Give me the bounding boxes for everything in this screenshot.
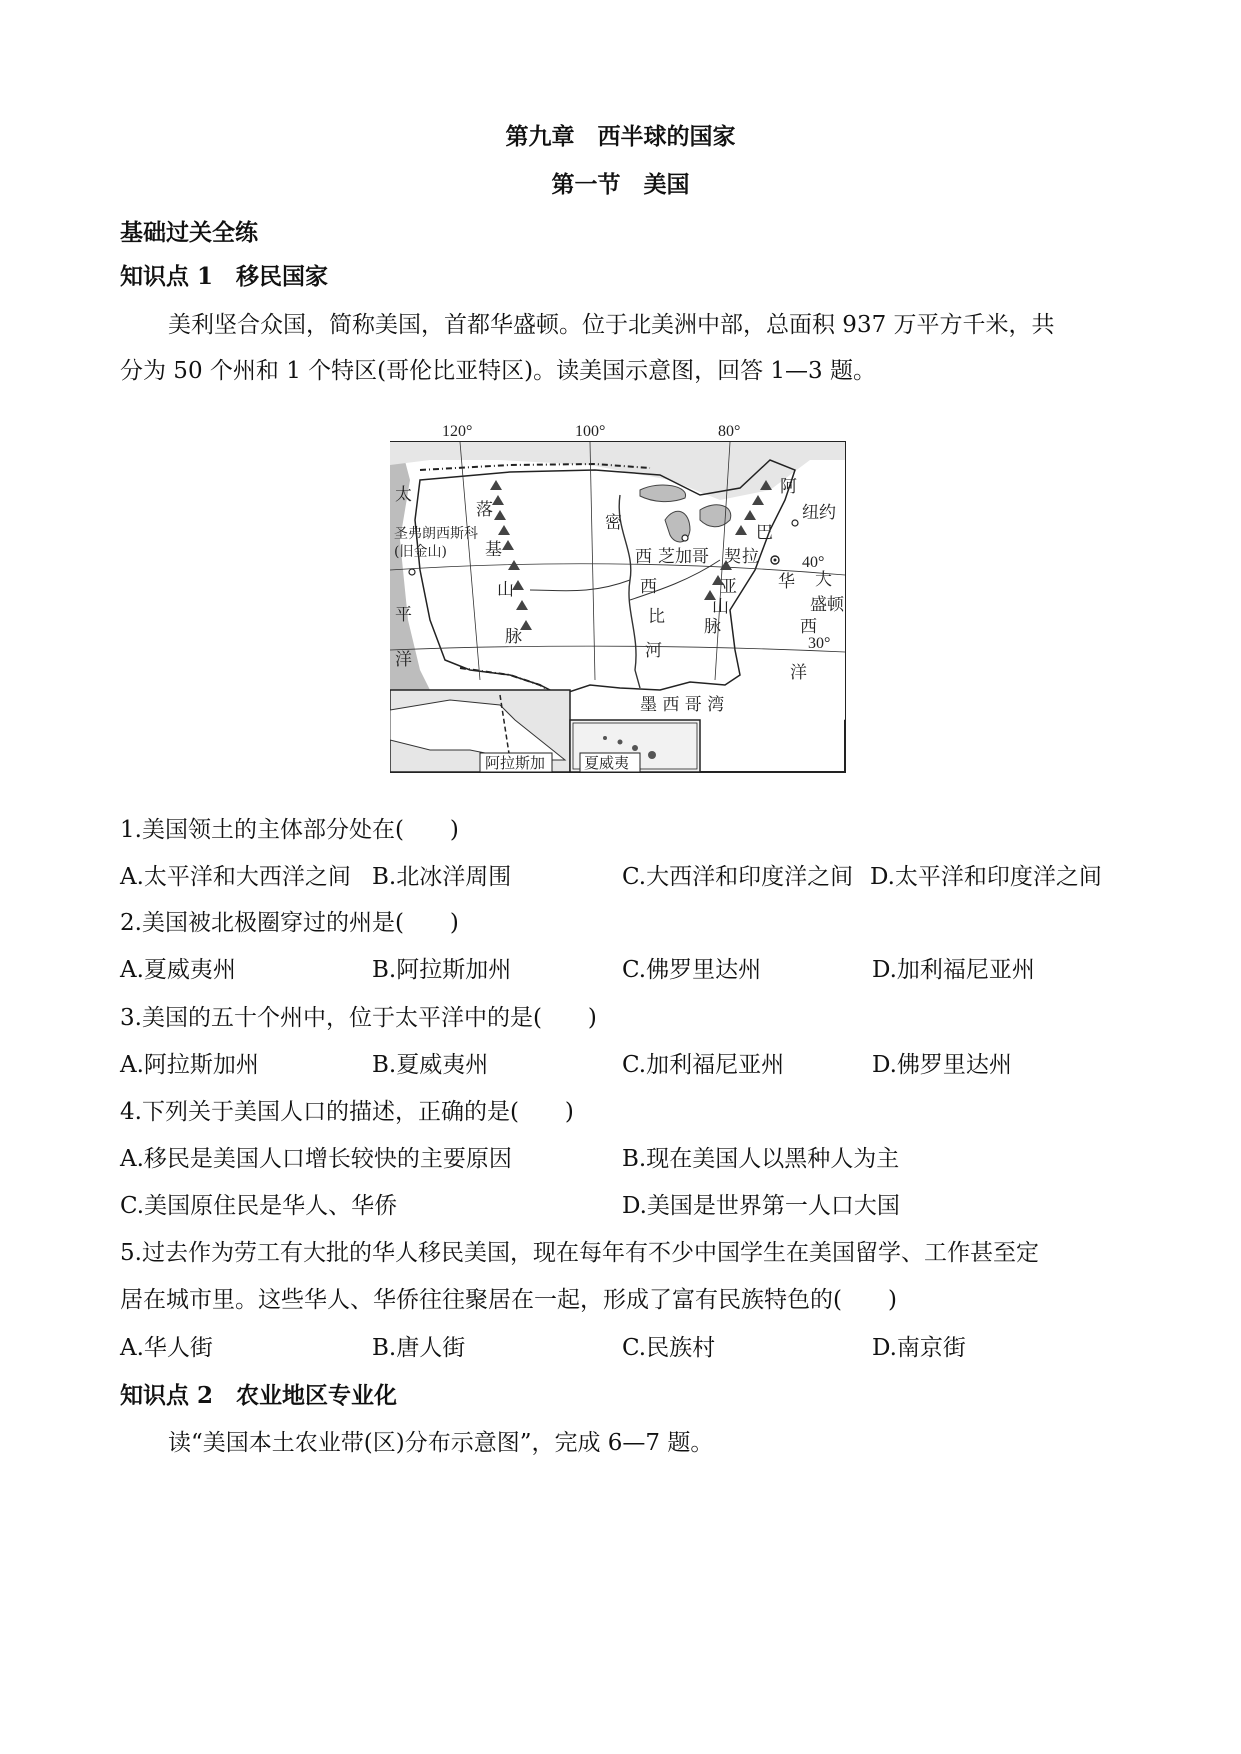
question-3-option-a: A.阿拉斯加州 [120,1052,259,1078]
new-york-marker [792,520,798,526]
sf-marker [409,569,415,575]
chapter-title: 第九章 西半球的国家 [505,123,736,150]
rocky-label: 基 [485,540,502,560]
chicago-marker [682,535,688,541]
great-lakes [640,485,686,502]
chicago-label: 芝加哥 [658,547,709,567]
lon-label: 80° [718,423,741,440]
question-2-option-d: D.加利福尼亚州 [872,957,1035,983]
sf-label: 圣弗朗西斯科 [394,526,478,542]
question-3-option-c: C.加利福尼亚州 [622,1052,785,1078]
appalachian-label: 巴 [756,523,773,543]
knowledge-point-1: 知识点 1 移民国家 [120,263,329,290]
question-2-option-a: A.夏威夷州 [120,957,236,983]
pacific-label: 洋 [395,650,412,670]
appalachian-label: 脉 [704,617,721,637]
question-4-option-c: C.美国原住民是华人、华侨 [120,1193,398,1219]
intro-line-2: 分为 50 个州和 1 个特区(哥伦比亚特区)。读美国示意图，回答 1—3 题。 [120,358,876,384]
question-2-option-c: C.佛罗里达州 [622,957,762,983]
atlantic-label: 洋 [790,663,807,683]
question-5-option-d: D.南京街 [872,1335,966,1361]
pacific-label: 太 [395,485,412,505]
washington-label: 盛顿 [810,595,844,615]
atlantic-label: 大 [815,570,832,590]
question-2-stem: 2.美国被北极圈穿过的州是( ) [120,910,459,936]
question-4-stem: 4.下列关于美国人口的描述，正确的是( ) [120,1099,574,1125]
new-york-label: 纽约 [802,503,836,523]
lon-label: 100° [575,423,606,440]
question-5-stem-line-2: 居在城市里。这些华人、华侨往往聚居在一起，形成了富有民族特色的( ) [120,1287,897,1313]
question-3-option-d: D.佛罗里达州 [872,1052,1012,1078]
question-1-option-c: C.大西洋和印度洋之间 [622,864,854,890]
question-5-option-a: A.华人街 [120,1335,213,1361]
lat-label: 30° [808,635,831,652]
question-4-option-d: D.美国是世界第一人口大国 [622,1193,900,1219]
appalachian-label: 山 [712,597,729,617]
hawaii-label: 夏威夷 [584,754,630,772]
mississippi-label: 河 [645,641,662,661]
question-4-option-a: A.移民是美国人口增长较快的主要原因 [120,1146,512,1172]
question-1-option-b: B.北冰洋周围 [372,864,512,890]
question-3-option-b: B.夏威夷州 [372,1052,489,1078]
mississippi-label: 西 [635,547,652,567]
read-prompt: 读“美国本土农业带(区)分布示意图”，完成 6—7 题。 [168,1430,714,1456]
question-1-stem: 1.美国领土的主体部分处在( ) [120,817,459,843]
question-5-stem-line-1: 5.过去作为劳工有大批的华人移民美国，现在每年有不少中国学生在美国留学、工作甚至定 [120,1240,1039,1266]
rocky-label: 落 [476,500,493,520]
mississippi-label: 比 [648,607,665,627]
rocky-label: 脉 [505,627,522,647]
practice-heading: 基础过关全练 [120,219,258,246]
sf-label: (旧金山) [394,544,447,560]
washington-label: 华 [778,572,795,592]
atlantic-label: 西 [800,617,817,637]
mississippi-label: 西 [640,577,657,597]
appalachian-label: 亚 [720,577,737,597]
question-3-stem: 3.美国的五十个州中，位于太平洋中的是( ) [120,1005,597,1031]
appalachian-label: 阿 [780,477,797,497]
intro-line-1: 美利坚合众国，简称美国，首都华盛顿。位于北美洲中部，总面积 937 万平方千米，共 [168,312,1055,338]
question-1-option-d: D.太平洋和印度洋之间 [870,864,1102,890]
knowledge-point-2: 知识点 2 农业地区专业化 [120,1382,398,1409]
washington-marker-dot [774,559,777,562]
pacific-label: 平 [395,605,412,625]
question-4-option-b: B.现在美国人以黑种人为主 [622,1146,900,1172]
usa-map [390,420,850,782]
question-5-option-c: C.民族村 [622,1335,716,1361]
rocky-label: 山 [497,580,514,600]
mississippi-label: 密 [605,513,622,533]
question-2-option-b: B.阿拉斯加州 [372,957,512,983]
appalachian-label: 拉 [742,547,759,567]
lon-label: 120° [442,423,473,440]
question-1-option-a: A.太平洋和大西洋之间 [120,864,351,890]
question-5-option-b: B.唐人街 [372,1335,466,1361]
lat-label: 40° [802,554,825,571]
appalachian-label: 契 [724,547,741,567]
gulf-label: 墨 西 哥 湾 [640,695,725,715]
section-title: 第一节 美国 [551,171,690,198]
alaska-label: 阿拉斯加 [485,754,546,772]
